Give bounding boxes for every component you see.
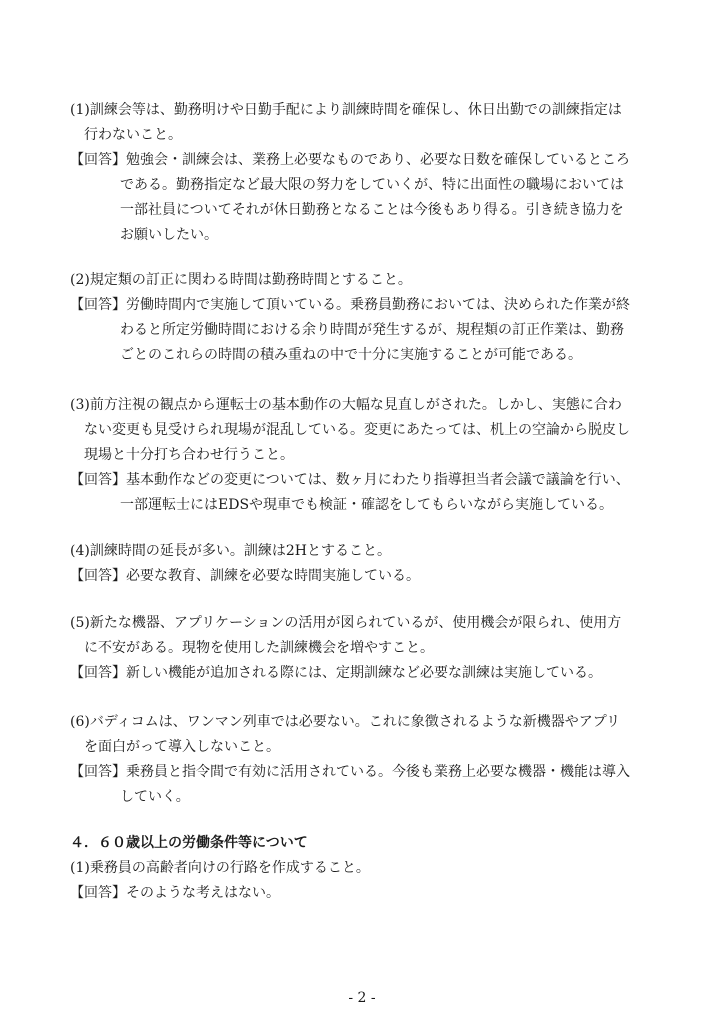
question-line: (1)訓練会等は、勤務明けや日勤手配により訓練時間を確保し、休日出勤での訓練指定は bbox=[70, 102, 622, 118]
answer-line: お願いしたい。 bbox=[120, 227, 218, 243]
answer-line: 【回答】新しい機能が追加される際には、定期訓練など必要な訓練は実施している。 bbox=[70, 665, 602, 681]
answer-line: 【回答】そのような考えはない。 bbox=[70, 885, 280, 901]
question-line: 現場と十分打ち合わせ行うこと。 bbox=[84, 447, 294, 463]
item-4 bbox=[70, 539, 670, 589]
answer-line: 【回答】労働時間内で実施して頂いている。乗務員勤務においては、決められた作業が終 bbox=[70, 297, 630, 313]
question-line: (1)乗務員の高齢者向けの行路を作成すること。 bbox=[70, 860, 370, 876]
answer-line: 一部運転士にはEDSや現車でも検証・確認をしてもらいながら実施している。 bbox=[120, 497, 614, 513]
answer-line: していく。 bbox=[120, 789, 190, 805]
section-4 bbox=[70, 831, 670, 906]
question-line: ない変更も見受けられ現場が混乱している。変更にあたっては、机上の空論から脱皮し bbox=[84, 422, 630, 438]
question-line: (3)前方注視の観点から運転士の基本動作の大幅な見直しがされた。しかし、実態に合わ bbox=[70, 397, 622, 413]
answer-line: 【回答】基本動作などの変更については、数ヶ月にわたり指導担当者会議で議論を行い、 bbox=[70, 472, 630, 488]
answer-line: 一部社員についてそれが休日勤務となることは今後もあり得る。引き続き協力を bbox=[120, 202, 624, 218]
question-line: (2)規定類の訂正に関わる時間は勤務時間とすること。 bbox=[70, 272, 412, 288]
answer-line: 【回答】乗務員と指令間で有効に活用されている。今後も業務上必要な機器・機能は導入 bbox=[70, 764, 630, 780]
question-line: 行わないこと。 bbox=[84, 127, 182, 143]
page-number: - 2 - bbox=[348, 990, 376, 1006]
question-line: を面白がって導入しないこと。 bbox=[84, 739, 280, 755]
item-6 bbox=[70, 710, 670, 810]
answer-line: わると所定労働時間における余り時間が発生するが、規程類の訂正作業は、勤務 bbox=[120, 322, 624, 338]
question-line: (5)新たな機器、アプリケーションの活用が図られているが、使用機会が限られ、使用方 bbox=[70, 615, 622, 631]
question-line: (6)バディコムは、ワンマン列車では必要ない。これに象徴されるような新機器やアプリ bbox=[70, 714, 621, 730]
item-1 bbox=[70, 98, 670, 248]
item-3 bbox=[70, 393, 670, 518]
question-line: (4)訓練時間の延長が多い。訓練は2Hとすること。 bbox=[70, 543, 391, 559]
item-2 bbox=[70, 268, 670, 368]
question-line: に不安がある。現物を使用した訓練機会を増やすこと。 bbox=[84, 640, 434, 656]
item-5 bbox=[70, 611, 670, 686]
answer-line: 【回答】勉強会・訓練会は、業務上必要なものであり、必要な日数を確保しているところ bbox=[70, 152, 630, 168]
answer-line: ごとのこれらの時間の積み重ねの中で十分に実施することが可能である。 bbox=[120, 347, 582, 363]
answer-line: 【回答】必要な教育、訓練を必要な時間実施している。 bbox=[70, 568, 420, 584]
section-heading: ４．６０歳以上の労働条件等について bbox=[70, 835, 308, 851]
answer-line: である。勤務指定など最大限の努力をしていくが、特に出面性の職場においては bbox=[120, 177, 624, 193]
